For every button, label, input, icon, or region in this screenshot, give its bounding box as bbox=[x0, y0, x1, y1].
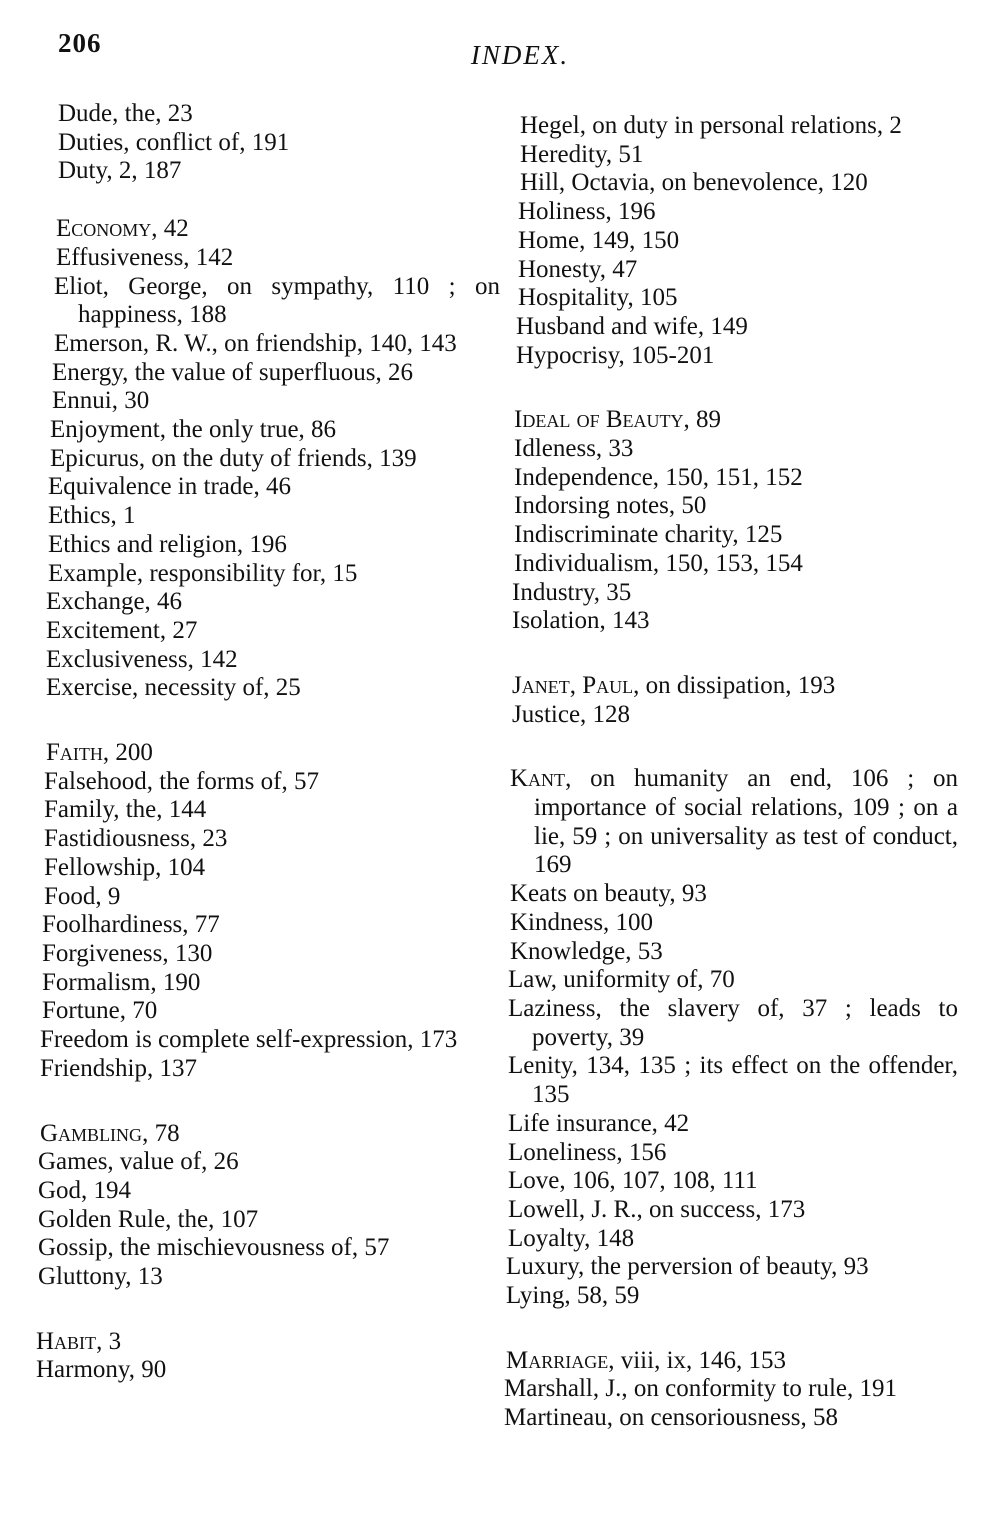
index-entry: Loneliness, 156 bbox=[508, 1138, 667, 1166]
index-column-left bbox=[38, 100, 500, 1385]
index-entry: Justice, 128 bbox=[512, 700, 631, 728]
index-entry: Fastidiousness, 23 bbox=[44, 825, 228, 853]
index-entry: Eliot, George, on sympathy, 110 ; on happiness, 188 bbox=[54, 272, 500, 329]
page-number: 206 bbox=[58, 28, 102, 58]
index-entry: Hypocrisy, 105-201 bbox=[516, 341, 715, 369]
index-entry: Ideal of Beauty, 89 bbox=[514, 406, 721, 434]
index-entry: Freedom is complete self-expression, 173 bbox=[40, 1026, 458, 1054]
index-entry: Formalism, 190 bbox=[42, 968, 201, 996]
index-entry: Lying, 58, 59 bbox=[506, 1282, 640, 1310]
index-entry: Industry, 35 bbox=[512, 578, 632, 606]
index-entry: Individualism, 150, 153, 154 bbox=[514, 549, 803, 577]
index-entry: Law, uniformity of, 70 bbox=[508, 966, 735, 994]
index-entry: Indiscriminate charity, 125 bbox=[514, 521, 783, 549]
index-entry: Hegel, on duty in personal relations, 2 bbox=[520, 112, 902, 139]
index-entry: Janet, Paul, on dissipation, 193 bbox=[512, 671, 836, 699]
index-entry: Idleness, 33 bbox=[514, 435, 634, 463]
index-entry: Enjoyment, the only true, 86 bbox=[50, 416, 337, 444]
index-entry: Equivalence in trade, 46 bbox=[48, 473, 291, 501]
index-entry: Example, responsibility for, 15 bbox=[48, 559, 358, 587]
index-entry: Fortune, 70 bbox=[42, 997, 158, 1025]
index-entry: Epicurus, on the duty of friends, 139 bbox=[50, 444, 417, 472]
index-entry: Husband and wife, 149 bbox=[516, 312, 748, 340]
index-entry: Martineau, on censoriousness, 58 bbox=[504, 1404, 838, 1432]
index-entry: Heredity, 51 bbox=[520, 140, 644, 168]
index-entry: Kant, on humanity an end, 106 ; on importance of social relations, 109 ; on a lie, 59 ; on universality as test of conduct, 169 bbox=[510, 765, 958, 879]
index-entry: Life insurance, 42 bbox=[508, 1109, 690, 1137]
index-entry: Games, value of, 26 bbox=[38, 1148, 239, 1176]
index-entry: Home, 149, 150 bbox=[518, 226, 680, 254]
index-entry: Indorsing notes, 50 bbox=[514, 492, 707, 520]
index-entry: Effusiveness, 142 bbox=[56, 243, 234, 271]
index-entry: Falsehood, the forms of, 57 bbox=[44, 767, 319, 795]
index-entry: Golden Rule, the, 107 bbox=[38, 1205, 259, 1233]
index-entry: Gossip, the mischievousness of, 57 bbox=[38, 1234, 390, 1262]
index-entry: Harmony, 90 bbox=[36, 1356, 167, 1384]
index-entry: God, 194 bbox=[38, 1176, 132, 1204]
index-entry: Emerson, R. W., on friendship, 140, 143 bbox=[54, 329, 457, 357]
index-entry: Hill, Octavia, on benevolence, 120 bbox=[520, 169, 868, 197]
index-entry: Laziness, the slavery of, 37 ; leads to poverty, 39 bbox=[508, 994, 958, 1051]
index-entry: Ennui, 30 bbox=[52, 387, 150, 415]
index-entry: Ethics and religion, 196 bbox=[48, 530, 287, 558]
index-entry: Lowell, J. R., on success, 173 bbox=[508, 1195, 806, 1223]
index-entry: Independence, 150, 151, 152 bbox=[514, 463, 803, 491]
running-title: INDEX. bbox=[470, 40, 570, 70]
index-entry: Love, 106, 107, 108, 111 bbox=[508, 1167, 758, 1195]
index-entry: Hospitality, 105 bbox=[518, 284, 678, 312]
index-entry: Faith, 200 bbox=[46, 739, 153, 767]
index-entry: Honesty, 47 bbox=[518, 255, 638, 283]
index-entry: Gambling, 78 bbox=[40, 1119, 180, 1147]
index-entry: Excitement, 27 bbox=[46, 616, 198, 644]
index-entry: Knowledge, 53 bbox=[510, 937, 663, 965]
index-entry: Loyalty, 148 bbox=[508, 1224, 635, 1252]
index-entry: Isolation, 143 bbox=[512, 607, 650, 635]
index-entry: Dude, the, 23 bbox=[58, 100, 193, 127]
index-entry: Marriage, viii, ix, 146, 153 bbox=[506, 1346, 787, 1374]
index-entry: Family, the, 144 bbox=[44, 796, 207, 824]
index-entry: Duties, conflict of, 191 bbox=[58, 128, 290, 156]
index-entry: Exchange, 46 bbox=[46, 588, 183, 616]
index-entry: Food, 9 bbox=[44, 882, 121, 910]
index-entry: Luxury, the perversion of beauty, 93 bbox=[506, 1253, 869, 1281]
index-entry: Economy, 42 bbox=[56, 215, 189, 243]
index-entry: Fellowship, 104 bbox=[44, 853, 206, 881]
index-entry: Exclusiveness, 142 bbox=[46, 645, 238, 673]
index-entry: Kindness, 100 bbox=[510, 908, 654, 936]
index-entry: Holiness, 196 bbox=[518, 198, 656, 226]
index-entry: Exercise, necessity of, 25 bbox=[46, 674, 301, 702]
index-entry: Foolhardiness, 77 bbox=[42, 911, 220, 939]
index-entry: Habit, 3 bbox=[36, 1327, 122, 1355]
index-entry: Marshall, J., on conformity to rule, 191 bbox=[504, 1375, 897, 1403]
index-entry: Keats on beauty, 93 bbox=[510, 880, 707, 908]
index-entry: Lenity, 134, 135 ; its effect on the offender, 135 bbox=[508, 1052, 958, 1109]
index-entry: Ethics, 1 bbox=[48, 502, 136, 530]
index-entry: Friendship, 137 bbox=[40, 1054, 197, 1082]
index-entry: Energy, the value of superfluous, 26 bbox=[52, 358, 414, 386]
index-entry: Gluttony, 13 bbox=[38, 1263, 163, 1291]
index-entry: Duty, 2, 187 bbox=[58, 157, 182, 185]
index-entry: Forgiveness, 130 bbox=[42, 939, 213, 967]
index-column-right bbox=[506, 112, 958, 1433]
